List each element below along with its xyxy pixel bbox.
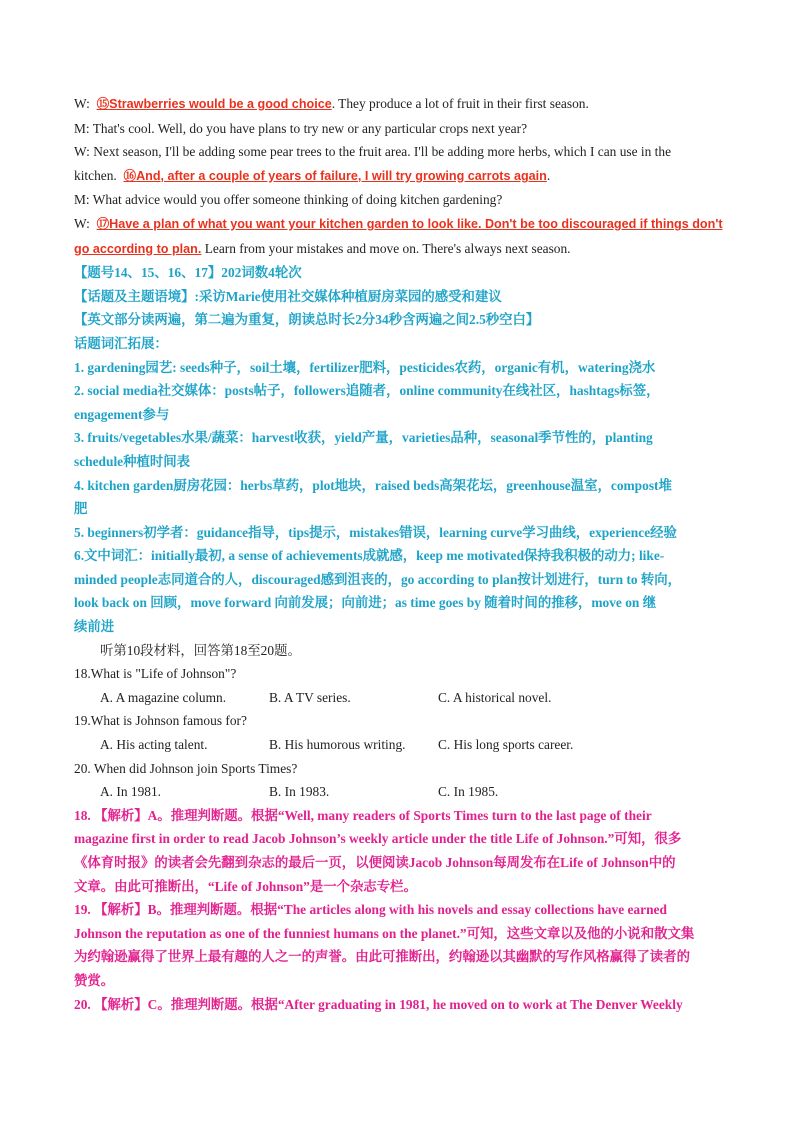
explanation-19-cont3: 赞赏。 [74, 972, 115, 988]
dialogue-w2-line2 [74, 164, 728, 189]
question-options [74, 686, 728, 710]
dialogue-m1: M: That's cool. Well, do you have plans to try new or any particular crops next year? [74, 120, 528, 136]
question-options [74, 780, 728, 804]
explanation-18-cont2: 《体育时报》的读者会先翻到杂志的最后一页，以便阅读Jacob Johnson每周发布在Life of Johnson中的 [74, 855, 676, 870]
vocab-item-2-cont: engagement参与 [74, 406, 170, 422]
dialogue-text: . They produce a lot of fruit in their first season. [331, 96, 589, 111]
speaker-label: W: [74, 96, 90, 111]
option-c: C. His long sports career. [438, 737, 574, 753]
answer-highlight-17: ⑰Have a plan of what you want your kitchen garden to look like. Don't be too discouraged if things don't [96, 216, 723, 231]
option-c: C. In 1985. [438, 784, 499, 800]
dialogue-w1 [74, 92, 728, 117]
note-question-numbers: 【题号14、15、16、17】202词数4轮次 [74, 265, 302, 281]
dialogue-text: . [546, 167, 551, 183]
dialogue-w2-line1: W: Next season, I'll be adding some pear trees to the fruit area. I'll be adding more herbs, which I can use in the [74, 144, 672, 160]
question-stem: 18.What is "Life of Johnson"? [74, 666, 237, 682]
vocab-item-6: 6.文中词汇：initially最初, a sense of achievements成就感，keep me motivated保持我积极的动力; like- [74, 548, 665, 564]
dialogue-m2: M: What advice would you offer someone thinking of doing kitchen gardening? [74, 192, 503, 208]
vocab-heading: 话题词汇拓展： [74, 335, 168, 351]
speaker-label: W: [74, 215, 90, 231]
explanation-19-cont1: Johnson the reputation as one of the funniest humans on the planet.”可知，这些文章以及他的小说和散文集 [74, 925, 695, 941]
vocab-item-2: 2. social media社交媒体：posts帖子，followers追随者，online community在线社区，hashtags标签， [74, 383, 660, 399]
answer-highlight-17-cont: go according to plan. [74, 241, 202, 256]
option-b: B. A TV series. [269, 689, 351, 705]
vocab-item-6-cont1: minded people志同道合的人，discouraged感到沮丧的，go according to plan按计划进行，turn to 转向， [74, 571, 682, 587]
note-reading: 【英文部分读两遍，第二遍为重复，朗读总时长2分34秒含两遍之间2.5秒空白】 [74, 312, 540, 328]
explanation-18: 18. 【解析】A。推理判断题。根据“Well, many readers of Sports Times turn to the last page of their [74, 807, 652, 823]
question-stem: 20. When did Johnson join Sports Times? [74, 760, 298, 776]
page-content [74, 92, 728, 1016]
vocab-item-4-cont: 肥 [74, 501, 88, 517]
dialogue-text: Learn from your mistakes and move on. There's always next season. [201, 240, 571, 256]
vocab-item-1: 1. gardening园艺: seeds种子，soil土壤，fertilizer肥料，pesticides农药，organic有机，watering浇水 [74, 359, 656, 375]
vocab-item-6-cont3: 续前进 [74, 619, 115, 635]
vocab-item-6-cont2: look back on 回顾，move forward 向前发展；向前进；as time goes by 随着时间的推移，move on 继 [74, 595, 657, 611]
explanation-19: 19. 【解析】B。推理判断题。根据“The articles along with his novels and essay collections have earned [74, 902, 667, 918]
explanation-20: 20. 【解析】C。推理判断题。根据“After graduating in 1981, he moved on to work at The Denver Weekly [74, 996, 683, 1012]
dialogue-w3-line1 [74, 212, 728, 237]
vocab-item-3-cont: schedule种植时间表 [74, 453, 191, 469]
question-stem: 19.What is Johnson famous for? [74, 713, 247, 729]
question-options [74, 733, 728, 757]
note-topic: 【话题及主题语境】:采访Marie使用社交媒体种植厨房菜园的感受和建议 [74, 288, 502, 304]
option-b: B. In 1983. [269, 784, 330, 800]
option-c: C. A historical novel. [438, 689, 552, 705]
vocab-item-4: 4. kitchen garden厨房花园：herbs草药，plot地块，raised beds高架花坛，greenhouse温室，compost堆 [74, 477, 672, 493]
explanation-18-cont1: magazine first in order to read Jacob Johnson’s weekly article under the title Life of Johnson.”可知，很多 [74, 831, 682, 847]
dialogue-text: kitchen. [74, 167, 117, 183]
vocab-item-5: 5. beginners初学者：guidance指导，tips提示，mistakes错误，learning curve学习曲线，experience经验 [74, 524, 677, 540]
option-a: A. His acting talent. [100, 737, 208, 753]
vocab-item-3: 3. fruits/vegetables水果/蔬菜：harvest收获，yield产量，varieties品种，seasonal季节性的，planting [74, 430, 653, 446]
option-b: B. His humorous writing. [269, 737, 406, 753]
answer-highlight-15: ⑮Strawberries would be a good choice [96, 97, 332, 111]
answer-highlight-16: ⑯And, after a couple of years of failure, I will try growing carrots again [123, 168, 547, 183]
section-intro: 听第10段材料，回答第18至20题。 [100, 642, 301, 658]
option-a: A. In 1981. [100, 784, 161, 800]
dialogue-w3-line2 [74, 237, 728, 262]
option-a: A. A magazine column. [100, 689, 227, 705]
explanation-19-cont2: 为约翰逊赢得了世界上最有趣的人之一的声誉。由此可推断出，约翰逊以其幽默的写作风格赢得了读者的 [74, 949, 690, 965]
explanation-18-cont3: 文章。由此可推断出，“Life of Johnson”是一个杂志专栏。 [74, 878, 417, 894]
